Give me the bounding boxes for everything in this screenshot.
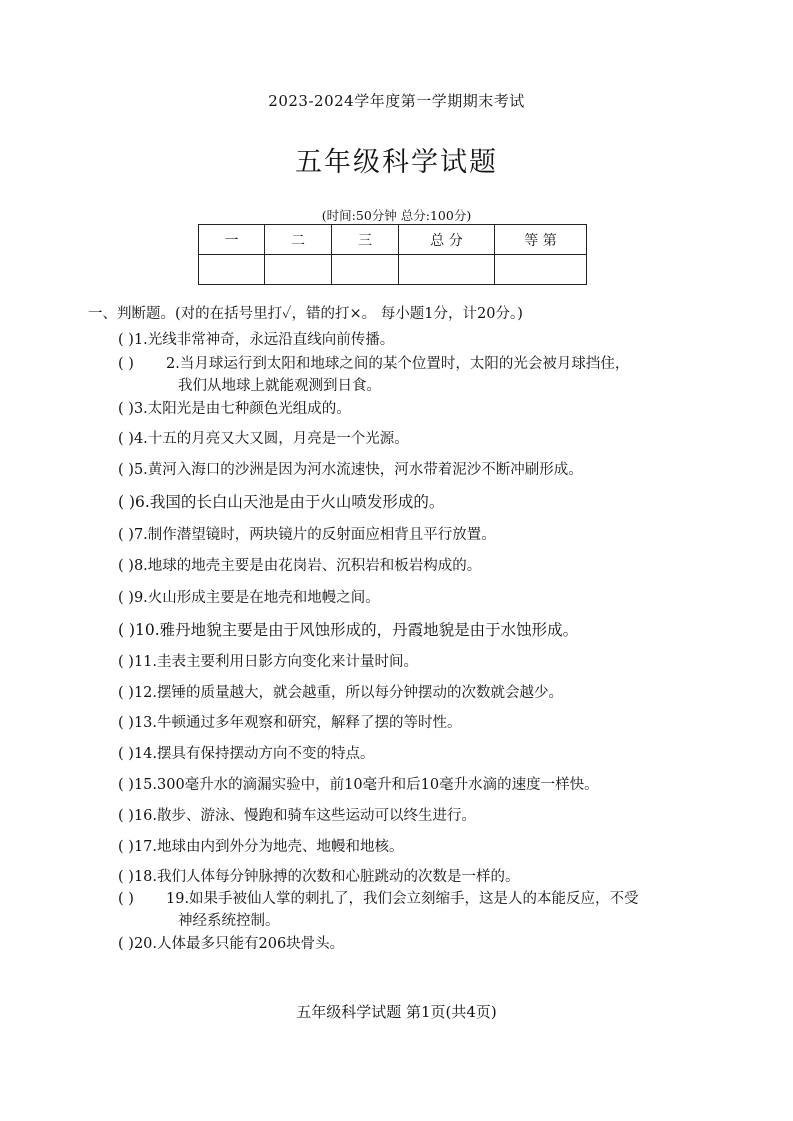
question-text-continued: 我们从地球上就能观测到日食。 bbox=[178, 378, 381, 394]
exam-time-score-info: (时间:50分钟 总分:100分) bbox=[321, 208, 472, 223]
question-text: 4.十五的月亮又大又圆，月亮是一个光源。 bbox=[133, 431, 409, 447]
question-item bbox=[118, 524, 496, 546]
question-text: 12.摆锤的质量越大，就会越重，所以每分钟摆动的次数就会越少。 bbox=[133, 685, 563, 701]
page-footer: 五年级科学试题 第1页(共4页) bbox=[296, 1003, 497, 1021]
question-text: 16.散步、游泳、慢跑和骑车这些运动可以终生进行。 bbox=[133, 808, 476, 824]
question-item bbox=[118, 866, 520, 888]
question-text: 9.火山形成主要是在地壳和地幔之间。 bbox=[133, 590, 380, 606]
question-item bbox=[118, 329, 394, 351]
answer-blank[interactable]: ( ) bbox=[118, 621, 136, 639]
question-text: 18.我们人体每分钟脉搏的次数和心脏跳动的次数是一样的。 bbox=[133, 869, 520, 885]
question-text: 10.雅丹地貌主要是由于风蚀形成的，丹霞地貌是由于水蚀形成。 bbox=[135, 621, 579, 639]
question-item bbox=[118, 651, 418, 673]
answer-blank[interactable]: ( ) bbox=[118, 356, 134, 372]
question-text: 17.地球由内到外分为地壳、地幔和地核。 bbox=[133, 839, 404, 855]
answer-blank[interactable]: ( ) bbox=[118, 891, 134, 907]
question-text: 19.如果手被仙人掌的刺扎了，我们会立刻缩手，这是人的本能反应，不受 bbox=[166, 891, 639, 907]
question-item bbox=[118, 398, 351, 420]
question-text: 5.黄河入海口的沙洲是因为河水流速快，河水带着泥沙不断冲刷形成。 bbox=[133, 462, 583, 478]
answer-blank[interactable]: ( ) bbox=[118, 746, 134, 762]
answer-blank[interactable]: ( ) bbox=[118, 527, 134, 543]
question-text: 15.300毫升水的滴漏实验中，前10毫升和后10毫升水滴的速度一样快。 bbox=[133, 777, 599, 793]
answer-blank[interactable]: ( ) bbox=[118, 462, 134, 478]
answer-blank[interactable]: ( ) bbox=[118, 654, 134, 670]
question-text: 7.制作潜望镜时，两块镜片的反射面应相背且平行放置。 bbox=[133, 527, 496, 543]
answer-blank[interactable]: ( ) bbox=[118, 590, 134, 606]
question-item bbox=[118, 774, 599, 796]
score-header-cell: 等 第 bbox=[495, 225, 587, 255]
question-text: 6.我国的长白山天池是由于火山喷发形成的。 bbox=[135, 493, 445, 511]
score-table-body-row bbox=[199, 255, 587, 285]
score-header-cell: 二 bbox=[265, 225, 332, 255]
question-text: 20.人体最多只能有206块骨头。 bbox=[133, 936, 345, 952]
question-text: 13.牛顿通过多年观察和研究，解释了摆的等时性。 bbox=[133, 715, 462, 731]
question-item bbox=[118, 712, 462, 734]
score-cell bbox=[399, 255, 495, 285]
question-item bbox=[118, 743, 375, 765]
score-cell bbox=[199, 255, 265, 285]
score-cell bbox=[495, 255, 587, 285]
question-item bbox=[118, 888, 639, 932]
question-text: 11.圭表主要利用日影方向变化来计量时间。 bbox=[133, 654, 418, 670]
question-item bbox=[118, 805, 476, 827]
question-text-continued: 神经系统控制。 bbox=[178, 913, 280, 929]
question-item bbox=[118, 555, 481, 577]
score-cell bbox=[332, 255, 399, 285]
question-text: 14.摆具有保持摆动方向不变的特点。 bbox=[133, 746, 375, 762]
question-text: 3.太阳光是由七种颜色光组成的。 bbox=[133, 401, 351, 417]
question-item bbox=[118, 836, 404, 858]
score-cell bbox=[265, 255, 332, 285]
answer-blank[interactable]: ( ) bbox=[118, 431, 134, 447]
question-item bbox=[118, 587, 380, 609]
score-header-cell: 总 分 bbox=[399, 225, 495, 255]
score-header-cell: 三 bbox=[332, 225, 399, 255]
answer-blank[interactable]: ( ) bbox=[118, 332, 134, 348]
question-text: 8.地球的地壳主要是由花岗岩、沉积岩和板岩构成的。 bbox=[133, 558, 482, 574]
answer-blank[interactable]: ( ) bbox=[118, 558, 134, 574]
question-text: 1.光线非常神奇，永远沿直线向前传播。 bbox=[133, 332, 395, 348]
score-table-header-row bbox=[199, 225, 587, 255]
score-header-cell: 一 bbox=[199, 225, 265, 255]
answer-blank[interactable]: ( ) bbox=[118, 839, 134, 855]
section-heading-true-false: 一、判断题。(对的在括号里打✓，错的打×。 每小题1分，计20分。) bbox=[88, 306, 523, 322]
page-title: 五年级科学试题 bbox=[295, 147, 498, 178]
answer-blank[interactable]: ( ) bbox=[118, 808, 134, 824]
question-item bbox=[118, 353, 629, 397]
question-item bbox=[118, 619, 578, 641]
answer-blank[interactable]: ( ) bbox=[118, 715, 134, 731]
question-item bbox=[118, 428, 409, 450]
question-item bbox=[118, 682, 563, 704]
answer-blank[interactable]: ( ) bbox=[118, 685, 134, 701]
question-item bbox=[118, 933, 344, 955]
question-item bbox=[118, 491, 444, 513]
question-item bbox=[118, 459, 583, 481]
score-table bbox=[198, 224, 587, 285]
answer-blank[interactable]: ( ) bbox=[118, 936, 134, 952]
answer-blank[interactable]: ( ) bbox=[118, 493, 136, 511]
exam-header: 2023-2024学年度第一学期期末考试 bbox=[268, 92, 525, 110]
answer-blank[interactable]: ( ) bbox=[118, 869, 134, 885]
answer-blank[interactable]: ( ) bbox=[118, 777, 134, 793]
answer-blank[interactable]: ( ) bbox=[118, 401, 134, 417]
question-text: 2.当月球运行到太阳和地球之间的某个位置时，太阳的光会被月球挡住， bbox=[166, 356, 630, 372]
